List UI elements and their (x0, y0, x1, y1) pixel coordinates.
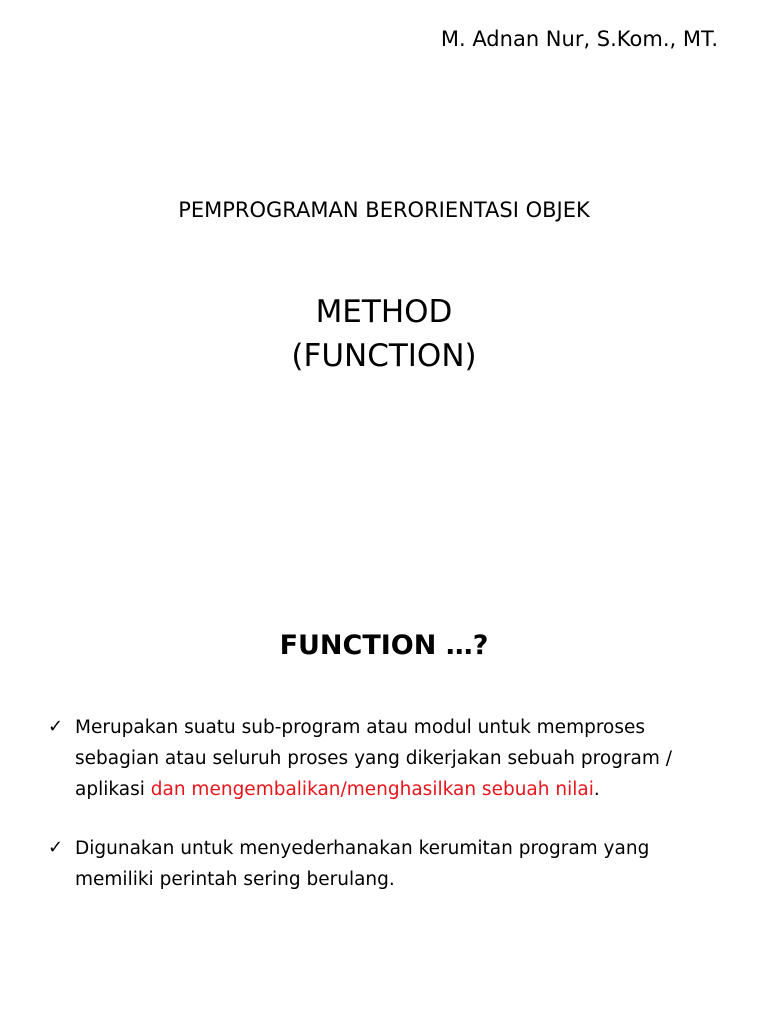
topic-title (0, 290, 768, 378)
topic-line-method: METHOD (315, 294, 453, 330)
highlighted-text: dan mengembalikan/menghasilkan sebuah nilai (150, 779, 594, 800)
slide-heading: FUNCTION …? (279, 630, 489, 661)
check-icon: ✓ (48, 837, 64, 858)
topic-line-function: (FUNCTION) (291, 338, 477, 374)
bullet-item-definition (48, 712, 728, 805)
bullet-list (48, 712, 728, 923)
bullet-item-purpose (48, 833, 728, 895)
content-slide (0, 512, 768, 1024)
bullet-text: Digunakan untuk menyederhanakan kerumitan program yang memiliki perintah sering berulang. (75, 838, 650, 890)
author-name: M. Adnan Nur, S.Kom., MT. (440, 27, 718, 51)
course-title: PEMPROGRAMAN BERORIENTASI OBJEK (178, 198, 590, 222)
bullet-text: Merupakan suatu sub-program atau modul untuk memproses sebagian atau seluruh proses yang dikerjakan sebuah program / aplikasi (75, 717, 672, 800)
bullet-end: . (593, 779, 600, 800)
check-icon: ✓ (48, 716, 64, 737)
